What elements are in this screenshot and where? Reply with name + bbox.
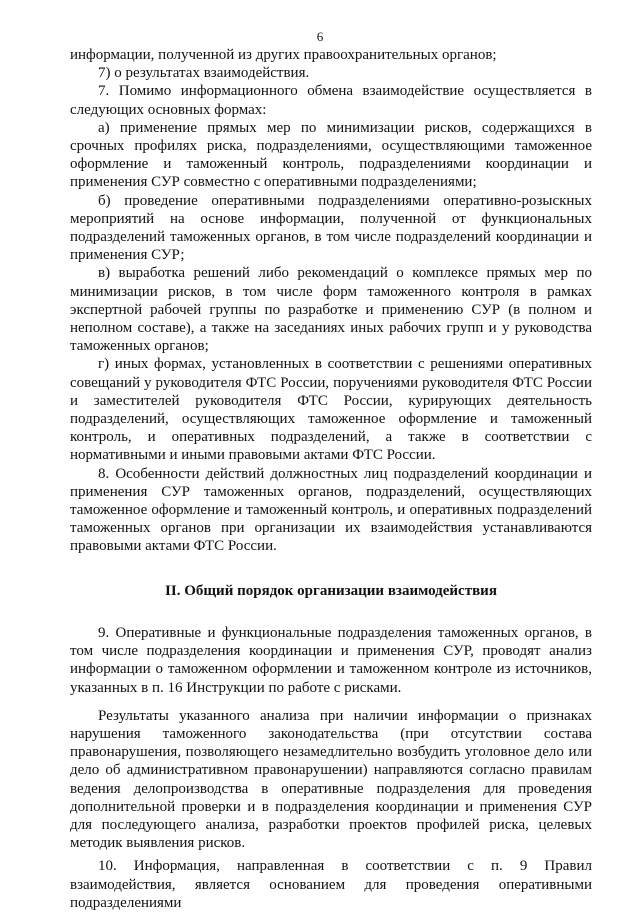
document-body [70, 46, 592, 912]
paragraph-item-7: 7) о результатах взаимодействия. [98, 65, 310, 82]
paragraph-7-g: г) иных формах, установленных в соответствии с решениями оперативных совещаний у руководителя ФТС России, поручениями руководителя ФТС России и заместителей руководителя ФТС России, курирующих деятельность подразделений, осуществляющих таможенное оформление и таможенный контроль, и оперативных подразделений, а также в соответствии с нормативными и иными правовыми актами ФТС России. [70, 356, 592, 464]
paragraph-7-b: б) проведение оперативными подразделениями оперативно-розыскных мероприятий на основе информации, полученной от функциональных подразделений таможенных органов, в том числе подразделений координации и применения СУР; [70, 192, 592, 264]
paragraph-10: 10. Информация, направленная в соответствии с п. 9 Правил взаимодействия, является основанием для проведения оперативными подразделениями [70, 858, 592, 911]
paragraph-9-results: Результаты указанного анализа при наличии информации о признаках нарушения таможенного законодательства (при отсутствии состава правонарушения, позволяющего незамедлительно возбудить уголовное дело или дело об административном правонарушении) направляются согласно правилам ведения делопроизводства в оперативные подразделения для проведения дополнительной проверки и в подразделения координации и применения СУР для последующего анализа, разработки проектов профилей риска, целевых методик выявления рисков. [70, 707, 592, 852]
paragraph-7: 7. Помимо информационного обмена взаимодействие осуществляется в следующих основных формах: [70, 83, 592, 118]
paragraph-continuation: информации, полученной из других правоохранительных органов; [70, 47, 497, 63]
paragraph-9: 9. Оперативные и функциональные подразделения таможенных органов, в том числе подразделения координации и применения СУР, проводят анализ информации о таможенном оформлении и таможенном контроле из источников, указанных в п. 16 Инструкции по работе с рисками. [70, 624, 592, 696]
section-heading: II. Общий порядок организации взаимодействия [165, 582, 497, 599]
paragraph-8: 8. Особенности действий должностных лиц подразделений координации и применения СУР таможенных органов, подразделений, осуществляющих таможенное оформление и таможенный контроль, и оперативных подразделений таможенных органов при организации их взаимодействия устанавливаются правовыми актами ФТС России. [70, 465, 592, 555]
page-number: 6 [316, 29, 324, 44]
paragraph-7-v: в) выработка решений либо рекомендаций о комплексе прямых мер по минимизации рисков, в том числе форм таможенного контроля в рамках экспертной рабочей группы по разработке и применению СУР (в полном и неполном составе), а также на заседаниях иных рабочих групп и у руководства таможенных органов; [70, 265, 592, 355]
paragraph-7-a: а) применение прямых мер по минимизации рисков, содержащихся в срочных профилях риска, подразделениями, осуществляющими таможенное оформление и таможенный контроль, подразделениями координации и применения СУР совместно с оперативными подразделениями; [70, 119, 592, 191]
